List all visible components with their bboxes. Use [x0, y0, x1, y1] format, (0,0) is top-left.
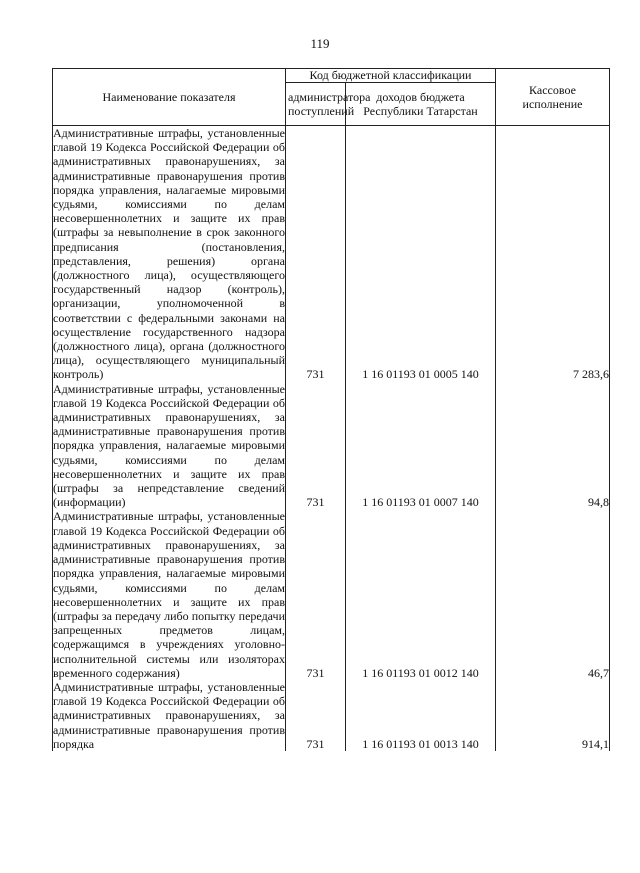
row-name — [53, 680, 286, 751]
row-name — [53, 509, 286, 679]
row-cash-value: 7 283,6 — [496, 126, 610, 382]
row-name-text: Административные штрафы, установленные главой 19 Кодекса Российской Федерации об административных правонарушениях, за административные правонарушения против порядка управления, налагаемые мировыми судьями, комиссиями по делам несовершеннолетних и защите их прав (штрафы за невыполнение в срок законного предписания (постановления, представления, решения) органа (должностного лица), осуществляющего государственный надзор (контроль), организации, уполномоченной в соответствии с федеральными законами на осуществление государственного надзора (должностного лица), органа (должностного лица), осуществляющего муниципальный контроль) — [53, 126, 285, 382]
table-row — [53, 126, 610, 382]
row-income-code: 1 16 01193 01 0007 140 — [346, 382, 496, 510]
row-name-text: Административные штрафы, установленные главой 19 Кодекса Российской Федерации об административных правонарушениях, за административные правонарушения против порядка управления, налагаемые мировыми судьями, комиссиями по делам несовершеннолетних и защите их прав (штрафы за непредставление сведений (информации) — [53, 381, 285, 510]
table-row — [53, 509, 610, 679]
row-name — [53, 382, 286, 510]
table-row — [53, 680, 610, 751]
row-name — [53, 126, 286, 382]
row-name-text: Административные штрафы, установленные главой 19 Кодекса Российской Федерации об административных правонарушениях, за административные правонарушения против порядка управления, налагаемые мировыми судьями, комиссиями по делам несовершеннолетних и защите их прав (штрафы за передачу либо попытку передачи запрещенных предметов лицам, содержащимся в учреждениях уголовно-исполнительной системы или изоляторах временного содержания) — [53, 509, 285, 680]
row-income-code: 1 16 01193 01 0013 140 — [346, 680, 496, 751]
header-name: Наименование показателя — [53, 69, 286, 126]
table-row — [53, 382, 610, 510]
row-admin-code: 731 — [286, 680, 346, 751]
page-number: 119 — [310, 36, 330, 51]
row-income-code: 1 16 01193 01 0005 140 — [346, 126, 496, 382]
header-cash: Кассовое исполнение — [496, 69, 610, 126]
row-admin-code: 731 — [286, 126, 346, 382]
header-income: доходов бюджета Республики Татарстан — [346, 83, 496, 126]
row-cash-value: 914,1 — [496, 680, 610, 751]
row-cash-value: 46,7 — [496, 509, 610, 679]
row-income-code: 1 16 01193 01 0012 140 — [346, 509, 496, 679]
row-admin-code: 731 — [286, 509, 346, 679]
row-cash-value: 94,8 — [496, 382, 610, 510]
row-name-text: Административные штрафы, установленные главой 19 Кодекса Российской Федерации об административных правонарушениях, за административные правонарушения против порядка — [53, 679, 285, 751]
header-code-group: Код бюджетной классификации — [286, 69, 496, 83]
row-admin-code: 731 — [286, 382, 346, 510]
header-admin: администратора поступлений — [286, 83, 346, 126]
budget-table — [52, 68, 610, 751]
